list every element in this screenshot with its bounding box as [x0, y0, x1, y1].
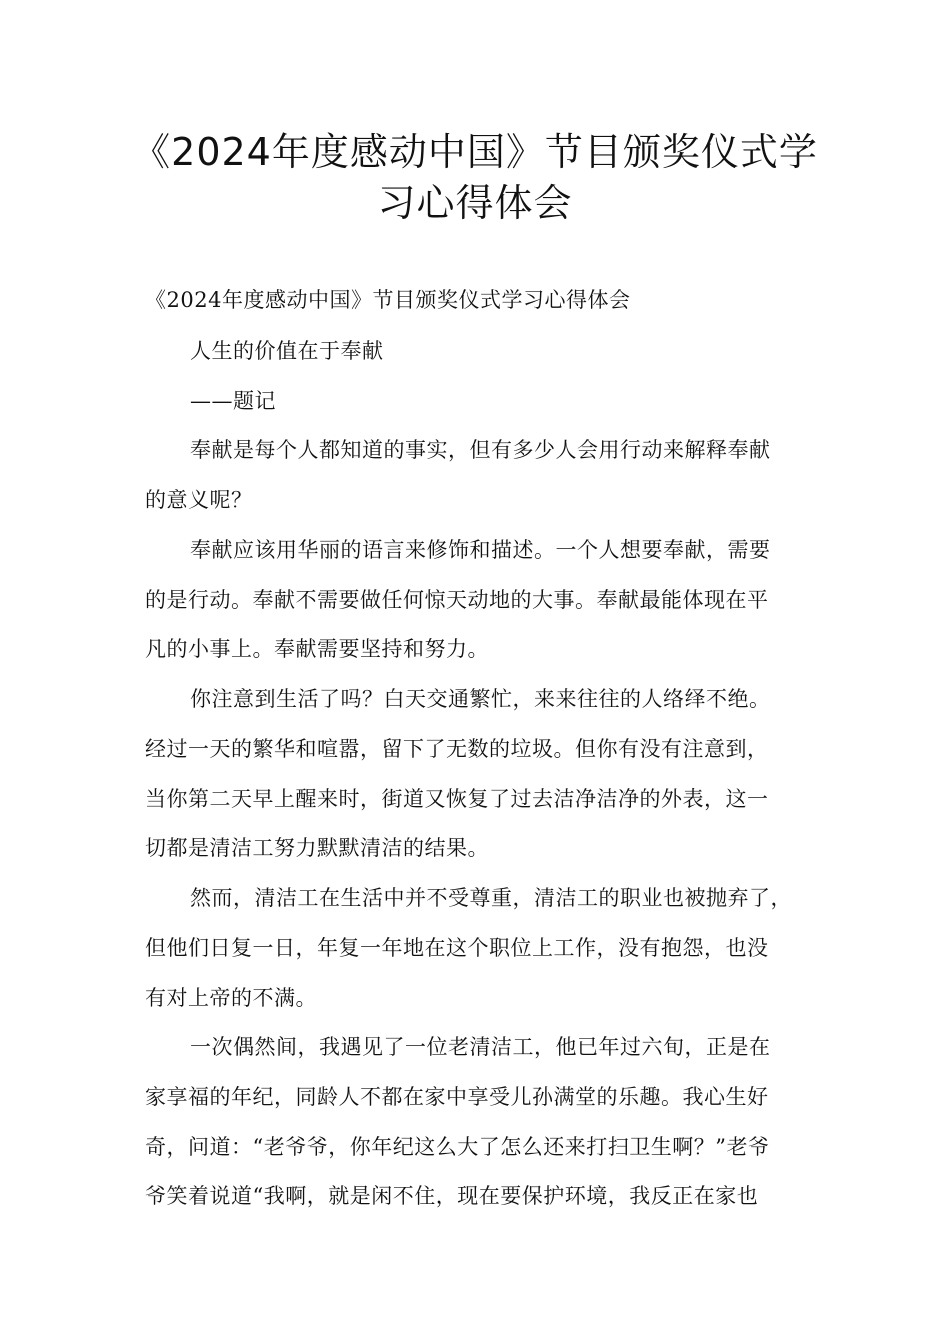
paragraph-3-line-3: 当你第二天早上醒来时，街道又恢复了过去洁净洁净的外表，这一 — [145, 787, 769, 811]
motto-line: 人生的价值在于奉献 — [190, 339, 384, 363]
paragraph-5-line-3: 奇，问道：“老爷爷，你年纪这么大了怎么还来打扫卫生啊？”老爷 — [145, 1135, 770, 1159]
paragraph-3-line-1: 你注意到生活了吗？白天交通繁忙，来来往往的人络绎不绝。 — [190, 687, 771, 711]
paragraph-2-line-1: 奉献应该用华丽的语言来修饰和描述。一个人想要奉献，需要 — [190, 538, 771, 562]
paragraph-3-line-2: 经过一天的繁华和喧嚣，留下了无数的垃圾。但你有没有注意到， — [145, 737, 769, 761]
paragraph-1-line-1: 奉献是每个人都知道的事实，但有多少人会用行动来解释奉献 — [190, 438, 771, 462]
paragraph-4-line-2: 但他们日复一日，年复一年地在这个职位上工作，没有抱怨，也没 — [145, 936, 769, 960]
paragraph-2-line-3: 凡的小事上。奉献需要坚持和努力。 — [145, 637, 489, 661]
paragraph-4-line-1: 然而，清洁工在生活中并不受尊重，清洁工的职业也被抛弃了， — [190, 886, 792, 910]
paragraph-2-line-2: 的是行动。奉献不需要做任何惊天动地的大事。奉献最能体现在平 — [145, 588, 769, 612]
document-title-line-1: 《2024年度感动中国》节目颁奖仪式学 — [132, 130, 818, 174]
paragraph-1-line-2: 的意义呢？ — [145, 488, 253, 512]
paragraph-5-line-4: 爷笑着说道“我啊，就是闲不住，现在要保护环境，我反正在家也 — [145, 1184, 759, 1208]
motto-attribution: ——题记 — [190, 389, 276, 413]
paragraph-4-line-3: 有对上帝的不满。 — [145, 986, 317, 1010]
document-title-line-2: 习心得体会 — [377, 181, 573, 225]
paragraph-5-line-1: 一次偶然间，我遇见了一位老清洁工，他已年过六旬，正是在 — [190, 1035, 771, 1059]
subtitle-line: 《2024年度感动中国》节目颁奖仪式学习心得体会 — [145, 288, 631, 312]
paragraph-5-line-2: 家享福的年纪，同龄人不都在家中享受儿孙满堂的乐趣。我心生好 — [145, 1085, 769, 1109]
paragraph-3-line-4: 切都是清洁工努力默默清洁的结果。 — [145, 836, 489, 860]
